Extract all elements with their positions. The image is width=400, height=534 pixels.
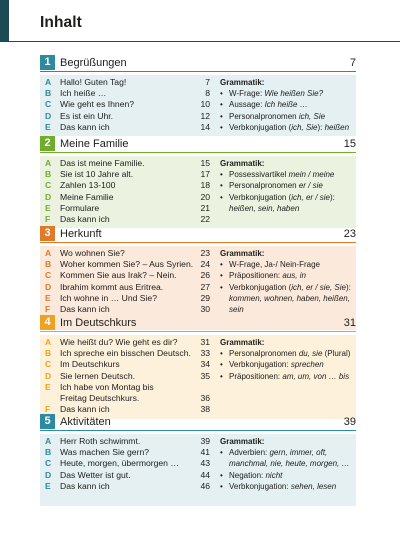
bullet-icon: •: [220, 100, 223, 110]
bullet-icon: •: [220, 282, 223, 292]
lesson-page: 15: [200, 158, 210, 168]
grammar-text: Negation:: [229, 470, 266, 480]
lesson-row[interactable]: [40, 192, 216, 203]
chapter-body: [40, 156, 356, 228]
grammar-box: [220, 158, 356, 214]
lesson-title: Was machen Sie gern?: [60, 447, 150, 458]
lesson-row[interactable]: [40, 111, 216, 122]
chapter-body: [40, 434, 356, 506]
grammar-text: ):: [329, 192, 335, 202]
bullet-icon: •: [220, 349, 223, 359]
lesson-page: 36: [200, 392, 210, 403]
grammar-item: [220, 180, 356, 191]
lesson-title: Meine Familie: [60, 191, 114, 202]
chapter-section: [40, 414, 356, 506]
grammar-box: [220, 248, 356, 315]
lesson-letter: E: [45, 381, 51, 392]
grammar-text: Aussage:: [229, 100, 265, 110]
lesson-title: Ich wohne in … Und Sie?: [60, 292, 157, 303]
lesson-letter: D: [45, 281, 52, 292]
lesson-title: Hallo! Guten Tag!: [60, 77, 127, 87]
lesson-letter: E: [45, 292, 51, 303]
lesson-title: Formulare: [60, 202, 100, 213]
lesson-row[interactable]: [40, 158, 216, 169]
grammar-text: Verbkonjugation (: [229, 192, 292, 202]
lesson-page: 43: [200, 458, 210, 469]
lesson-row[interactable]: [40, 393, 216, 404]
grammar-text: Adverbien:: [229, 448, 270, 458]
header-accent-bar: [0, 0, 9, 42]
grammar-term: mein / meine: [288, 170, 335, 180]
grammar-item: [220, 88, 356, 99]
lesson-page: 18: [200, 180, 210, 191]
lesson-title: Wo wohnen Sie?: [60, 248, 125, 258]
page-header: [0, 0, 400, 42]
lesson-title: Ich habe von Montag bis: [60, 381, 154, 392]
lesson-page: 35: [200, 370, 210, 381]
chapter-page-number: 7: [349, 57, 356, 69]
lesson-row[interactable]: [40, 348, 216, 359]
lesson-row[interactable]: [40, 248, 216, 259]
bullet-icon: •: [220, 192, 223, 202]
lesson-letter: D: [45, 110, 52, 121]
chapter-body: [40, 335, 356, 419]
lesson-letter: B: [45, 169, 52, 180]
grammar-text: Possessivartikel: [229, 170, 289, 180]
chapter-section: [40, 55, 356, 136]
grammar-item: [220, 447, 356, 458]
grammar-heading: Grammatik:: [220, 437, 265, 446]
grammar-term: ich, Sie: [298, 111, 326, 121]
bullet-icon: •: [220, 271, 223, 281]
grammar-box: [220, 436, 356, 492]
chapter-number-badge: 4: [40, 315, 55, 330]
lesson-row[interactable]: [40, 203, 216, 214]
lesson-page: 46: [200, 480, 210, 491]
grammar-item: [220, 169, 356, 180]
grammar-continuation: manchmal, nie, heute, morgen, …: [229, 459, 350, 469]
lesson-page: 26: [200, 270, 210, 281]
chapter-title: Meine Familie: [60, 138, 129, 150]
grammar-text: (Plural): [322, 349, 351, 359]
lesson-letter: B: [45, 447, 52, 458]
grammar-term: er / sie: [298, 181, 323, 191]
grammar-heading: Grammatik:: [220, 249, 265, 258]
lesson-row[interactable]: [40, 180, 216, 191]
grammar-item: [220, 282, 356, 293]
grammar-text: Verbkonjugation:: [229, 360, 291, 370]
lesson-page: 10: [200, 99, 210, 110]
lesson-page: 22: [200, 213, 210, 224]
grammar-term: Ich heiße …: [264, 100, 308, 110]
grammar-text: ):: [345, 282, 351, 292]
lesson-letter: A: [45, 77, 52, 87]
bullet-icon: •: [220, 111, 223, 121]
grammar-item: [220, 348, 356, 359]
lesson-title: Sie ist 10 Jahre alt.: [60, 169, 134, 180]
lesson-title: Zahlen 13-100: [60, 180, 116, 191]
grammar-term: gern, immer, oft,: [269, 448, 328, 458]
lesson-title: Ich spreche ein bisschen Deutsch.: [60, 348, 191, 359]
lesson-title: Ibrahim kommt aus Eritrea.: [60, 281, 164, 292]
lesson-row[interactable]: [40, 259, 216, 270]
lesson-title: Das kann ich: [60, 480, 110, 491]
lesson-row[interactable]: [40, 122, 216, 133]
grammar-term: nicht: [265, 470, 283, 480]
lesson-page: 44: [200, 469, 210, 480]
lesson-title: Im Deutschkurs: [60, 359, 120, 370]
chapter-title: Im Deutschkurs: [60, 317, 137, 329]
chapter-body: [40, 75, 356, 136]
grammar-term: heißen: [324, 122, 350, 132]
lesson-letter: A: [45, 248, 52, 258]
grammar-term: Wie heißen Sie?: [264, 89, 324, 99]
grammar-term: sehen, lesen: [290, 481, 337, 491]
lesson-letter: F: [45, 213, 51, 224]
grammar-box: [220, 337, 356, 382]
chapter-section: [40, 315, 356, 419]
bullet-icon: •: [220, 470, 223, 480]
lesson-letter: C: [45, 270, 52, 281]
lesson-letter: B: [45, 348, 52, 359]
lesson-list: [40, 337, 216, 415]
lesson-page: 33: [200, 348, 210, 359]
grammar-text: Präpositionen:: [229, 371, 283, 381]
lesson-title: Kommen Sie aus Irak? – Nein.: [60, 270, 177, 281]
chapter-title: Herkunft: [60, 228, 102, 240]
grammar-text: W-Frage:: [229, 89, 265, 99]
grammar-continuation: kommen, wohnen, haben, heißen,: [229, 293, 350, 303]
lesson-page: 34: [200, 359, 210, 370]
chapter-divider: [40, 242, 356, 243]
lesson-letter: C: [45, 180, 52, 191]
grammar-text: W-Frage, Ja-/ Nein-Frage: [229, 260, 320, 270]
lesson-page: 21: [200, 202, 210, 213]
bullet-icon: •: [220, 122, 223, 132]
lesson-title: Ich heiße …: [60, 88, 107, 99]
chapter-number-badge: 1: [40, 55, 55, 70]
lesson-letter: B: [45, 88, 52, 99]
chapter-header[interactable]: [40, 414, 356, 432]
lesson-letter: F: [45, 404, 51, 415]
grammar-heading: Grammatik:: [220, 338, 265, 347]
lesson-title: Woher kommen Sie? – Aus Syrien.: [60, 259, 194, 270]
lesson-row[interactable]: [40, 88, 216, 99]
lesson-title: Das kann ich: [60, 121, 110, 132]
lesson-page: 7: [205, 77, 210, 87]
lesson-letter: C: [45, 458, 52, 469]
chapter-header[interactable]: [40, 55, 356, 73]
lesson-page: 31: [200, 337, 210, 347]
chapter-section: [40, 136, 356, 228]
chapter-title: Begrüßungen: [60, 57, 127, 69]
grammar-text: Verbkonjugation (: [229, 282, 292, 292]
chapter-number-badge: 3: [40, 226, 55, 241]
bullet-icon: •: [220, 371, 223, 381]
lesson-title: Heute, morgen, übermorgen …: [60, 458, 179, 469]
lesson-row[interactable]: [40, 293, 216, 304]
lesson-row[interactable]: [40, 77, 216, 88]
lesson-row[interactable]: [40, 436, 216, 447]
grammar-text: Personalpronomen: [229, 111, 299, 121]
lesson-page: 14: [200, 121, 210, 132]
lesson-title: Sie lernen Deutsch.: [60, 370, 135, 381]
lesson-row[interactable]: [40, 371, 216, 382]
grammar-item: [220, 359, 356, 370]
lesson-letter: E: [45, 480, 51, 491]
lesson-page: 38: [200, 404, 210, 415]
lesson-row[interactable]: [40, 447, 216, 458]
lesson-letter: C: [45, 359, 52, 370]
lesson-title: Das kann ich: [60, 213, 110, 224]
lesson-row[interactable]: [40, 458, 216, 469]
chapter-header[interactable]: [40, 226, 356, 244]
grammar-item: [220, 99, 356, 110]
grammar-term: sprechen: [290, 360, 324, 370]
lesson-list: [40, 436, 216, 492]
grammar-continuation: sein: [229, 304, 244, 314]
header-divider: [0, 41, 400, 42]
lesson-letter: C: [45, 99, 52, 110]
lesson-letter: A: [45, 337, 52, 347]
grammar-term: ich, er / sie: [291, 192, 330, 202]
grammar-box: [220, 77, 356, 133]
grammar-term: du, sie: [298, 349, 323, 359]
lesson-title: Wie geht es Ihnen?: [60, 99, 135, 110]
grammar-item: [220, 470, 356, 481]
lesson-row[interactable]: [40, 481, 216, 492]
grammar-text: Personalpronomen: [229, 181, 299, 191]
grammar-term: ich, er / sie, Sie: [291, 282, 346, 292]
bullet-icon: •: [220, 170, 223, 180]
lesson-page: 24: [200, 259, 210, 270]
grammar-text: Verbkonjugation (: [229, 122, 292, 132]
grammar-item: [220, 371, 356, 382]
bullet-icon: •: [220, 181, 223, 191]
chapter-header[interactable]: [40, 315, 356, 333]
lesson-letter: A: [45, 436, 52, 446]
lesson-row[interactable]: [40, 214, 216, 225]
lesson-title: Wie heißt du? Wie geht es dir?: [60, 337, 178, 347]
lesson-row[interactable]: [40, 359, 216, 370]
lesson-title: Das ist meine Familie.: [60, 158, 145, 168]
lesson-letter: B: [45, 259, 52, 270]
lesson-title: Herr Roth schwimmt.: [60, 436, 141, 446]
chapter-divider: [40, 71, 356, 72]
lesson-letter: F: [45, 303, 51, 314]
chapter-number-badge: 2: [40, 136, 55, 151]
lesson-list: [40, 158, 216, 225]
chapter-divider: [40, 152, 356, 153]
grammar-text: Präpositionen:: [229, 271, 283, 281]
chapter-header[interactable]: [40, 136, 356, 154]
lesson-row[interactable]: [40, 337, 216, 348]
lesson-list: [40, 77, 216, 133]
lesson-letter: D: [45, 370, 52, 381]
bullet-icon: •: [220, 481, 223, 491]
page-title: Inhalt: [40, 14, 82, 31]
lesson-page: 27: [200, 281, 210, 292]
lesson-page: 23: [200, 248, 210, 258]
lesson-page: 8: [205, 88, 210, 99]
lesson-letter: A: [45, 158, 52, 168]
lesson-title: Das Wetter ist gut.: [60, 469, 131, 480]
chapter-page-number: 15: [343, 138, 356, 150]
lesson-letter: E: [45, 121, 51, 132]
lesson-row[interactable]: [40, 99, 216, 110]
bullet-icon: •: [220, 89, 223, 99]
lesson-page: 17: [200, 169, 210, 180]
grammar-item: [220, 259, 356, 270]
grammar-text: Verbkonjugation:: [229, 481, 291, 491]
bullet-icon: •: [220, 448, 223, 458]
lesson-title: Freitag Deutschkurs.: [60, 392, 140, 403]
lesson-title: Es ist ein Uhr.: [60, 110, 114, 121]
grammar-item: [220, 192, 356, 203]
grammar-text: ):: [317, 122, 325, 132]
chapter-divider: [40, 430, 356, 431]
chapter-number-badge: 5: [40, 414, 55, 429]
chapter-page-number: 39: [343, 416, 356, 428]
lesson-title: Das kann ich: [60, 404, 110, 415]
chapter-title: Aktivitäten: [60, 416, 111, 428]
lesson-row[interactable]: [40, 304, 216, 315]
grammar-item: [220, 111, 356, 122]
bullet-icon: •: [220, 360, 223, 370]
grammar-continuation: heißen, sein, haben: [229, 203, 300, 213]
grammar-term: am, um, von … bis: [282, 371, 350, 381]
lesson-list: [40, 248, 216, 315]
grammar-item: [220, 481, 356, 492]
lesson-page: 12: [200, 110, 210, 121]
grammar-item: [220, 122, 356, 133]
lesson-page: 20: [200, 191, 210, 202]
chapter-divider: [40, 331, 356, 332]
lesson-page: 41: [200, 447, 210, 458]
lesson-letter: E: [45, 202, 51, 213]
chapter-page-number: 31: [343, 317, 356, 329]
grammar-term: aus, in: [282, 271, 306, 281]
lesson-row[interactable]: [40, 382, 216, 393]
grammar-item: [220, 270, 356, 281]
lesson-row[interactable]: [40, 169, 216, 180]
grammar-heading: Grammatik:: [220, 78, 265, 87]
chapter-page-number: 23: [343, 228, 356, 240]
grammar-heading: Grammatik:: [220, 159, 265, 168]
lesson-title: Das kann ich: [60, 303, 110, 314]
lesson-row[interactable]: [40, 470, 216, 481]
lesson-row[interactable]: [40, 270, 216, 281]
grammar-text: Personalpronomen: [229, 349, 299, 359]
lesson-page: 39: [200, 436, 210, 446]
lesson-letter: D: [45, 191, 52, 202]
lesson-page: 29: [200, 292, 210, 303]
lesson-letter: D: [45, 469, 52, 480]
lesson-row[interactable]: [40, 282, 216, 293]
lesson-page: 30: [200, 303, 210, 314]
bullet-icon: •: [220, 260, 223, 270]
grammar-term: ich, Sie: [291, 122, 318, 132]
